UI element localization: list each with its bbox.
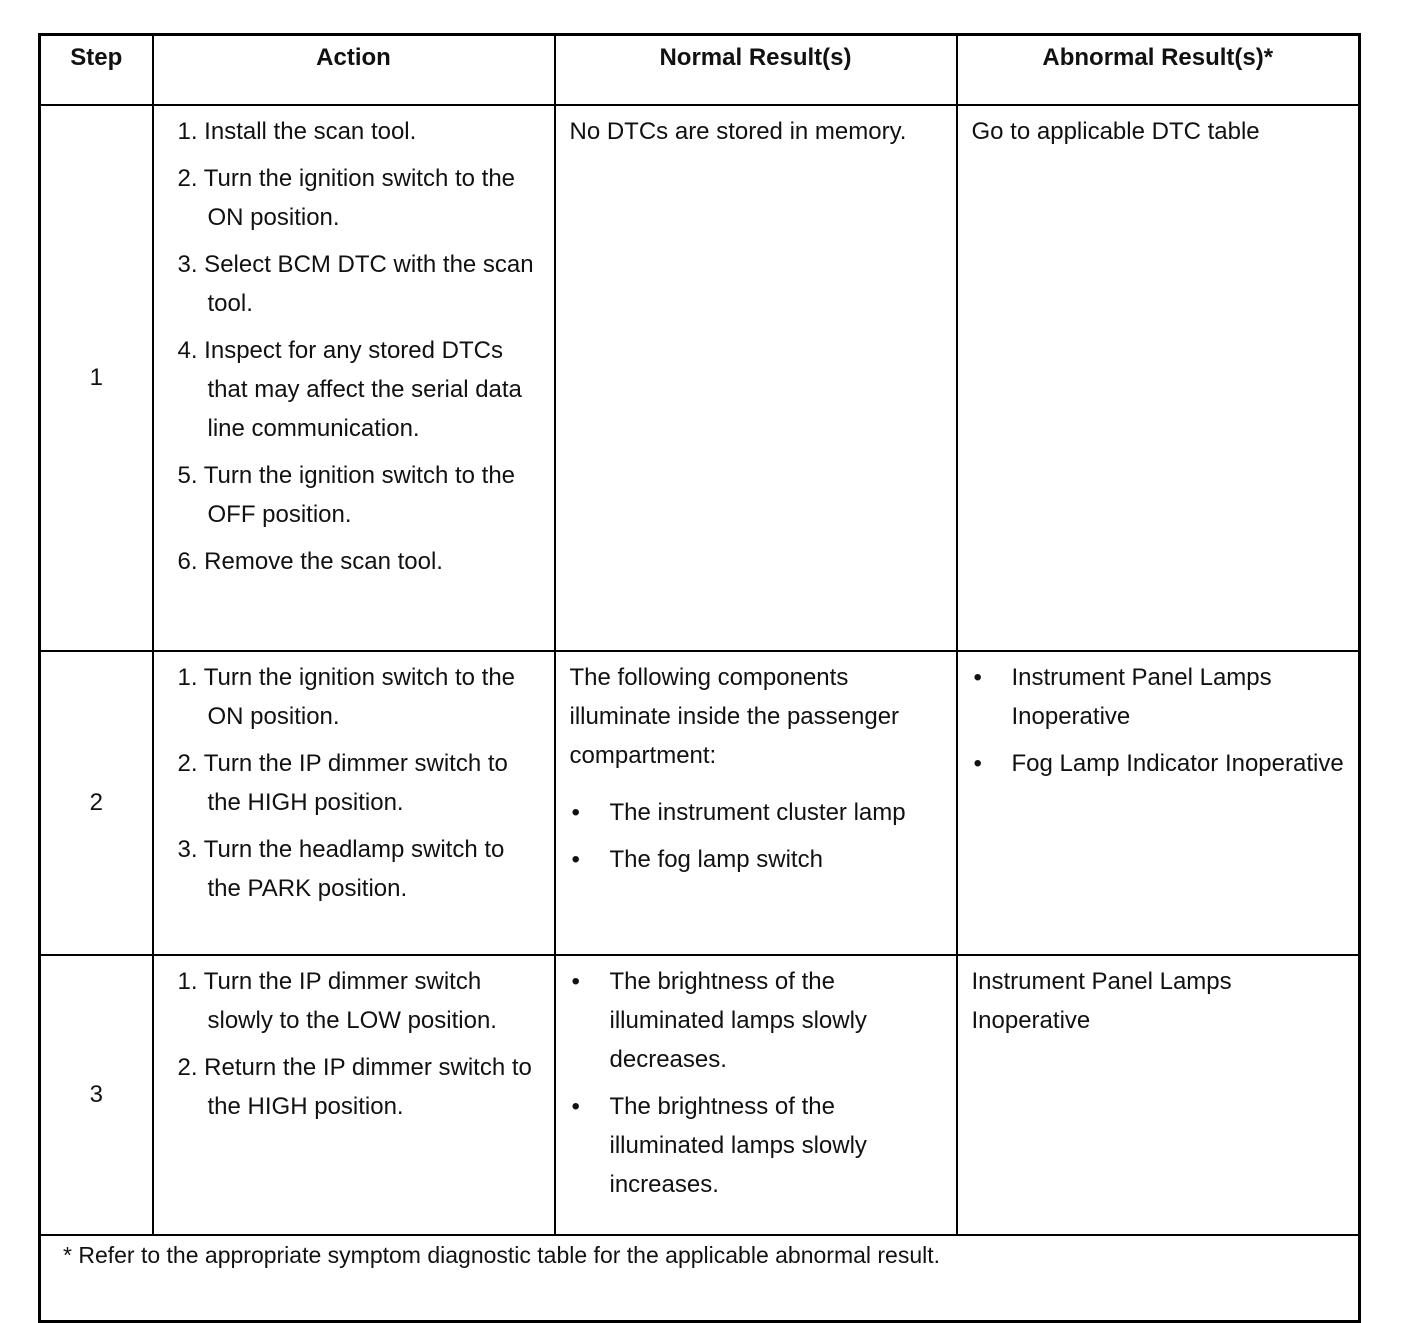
table-row bbox=[40, 955, 1360, 1235]
action-cell bbox=[153, 651, 555, 955]
normal-result-cell bbox=[555, 105, 957, 651]
action-item: 1. Turn the ignition switch to the ON position. bbox=[177, 663, 516, 730]
normal-result-text: The following components illuminate inside the passenger compartment: bbox=[569, 663, 900, 769]
normal-result-text: No DTCs are stored in memory. bbox=[569, 117, 907, 145]
normal-result-list bbox=[570, 793, 942, 879]
header-normal-results: Normal Result(s) bbox=[555, 35, 957, 105]
footnote-row bbox=[40, 1235, 1360, 1322]
bullet-text: The instrument cluster lamp bbox=[609, 798, 906, 826]
bullet-icon: • bbox=[571, 798, 580, 826]
action-item: 3. Turn the headlamp switch to the PARK position. bbox=[177, 835, 505, 902]
table-row bbox=[40, 651, 1360, 955]
action-cell bbox=[153, 105, 555, 651]
normal-result-cell bbox=[555, 955, 957, 1235]
bullet-icon: • bbox=[973, 663, 982, 691]
action-item: 3. Select BCM DTC with the scan tool. bbox=[177, 250, 534, 317]
abnormal-result-list bbox=[972, 658, 1345, 783]
diagnostic-table bbox=[38, 33, 1361, 1323]
abnormal-result-cell bbox=[957, 105, 1360, 651]
bullet-item bbox=[570, 1087, 942, 1204]
bullet-icon: • bbox=[571, 845, 580, 873]
table-header-row bbox=[40, 35, 1360, 105]
table-row bbox=[40, 105, 1360, 651]
action-item: 2. Turn the IP dimmer switch to the HIGH position. bbox=[177, 749, 508, 816]
abnormal-result-text: Go to applicable DTC table bbox=[971, 117, 1260, 145]
bullet-text: The fog lamp switch bbox=[609, 845, 823, 873]
bullet-item bbox=[972, 658, 1345, 736]
bullet-item bbox=[570, 840, 942, 879]
action-item: 1. Install the scan tool. bbox=[177, 117, 417, 145]
action-item: 2. Turn the ignition switch to the ON position. bbox=[177, 164, 516, 231]
normal-result-cell bbox=[555, 651, 957, 955]
action-item: 4. Inspect for any stored DTCs that may affect the serial data line communication. bbox=[177, 336, 522, 442]
step-number: 3 bbox=[40, 955, 153, 1235]
bullet-icon: • bbox=[571, 967, 580, 995]
abnormal-result-cell bbox=[957, 955, 1360, 1235]
footnote: * Refer to the appropriate symptom diagnostic table for the applicable abnormal result. bbox=[40, 1235, 1360, 1322]
bullet-item bbox=[972, 744, 1345, 783]
action-list bbox=[168, 962, 540, 1126]
bullet-icon: • bbox=[571, 1092, 580, 1120]
action-item: 6. Remove the scan tool. bbox=[177, 547, 443, 575]
action-cell bbox=[153, 955, 555, 1235]
action-item: 1. Turn the IP dimmer switch slowly to the LOW position. bbox=[177, 967, 497, 1034]
header-step: Step bbox=[40, 35, 153, 105]
bullet-item bbox=[570, 793, 942, 832]
action-list bbox=[168, 658, 540, 908]
abnormal-result-cell bbox=[957, 651, 1360, 955]
bullet-text: The brightness of the illuminated lamps slowly increases. bbox=[609, 1092, 867, 1198]
bullet-text: The brightness of the illuminated lamps slowly decreases. bbox=[609, 967, 867, 1073]
header-action: Action bbox=[153, 35, 555, 105]
bullet-item bbox=[570, 962, 942, 1079]
action-item: 5. Turn the ignition switch to the OFF position. bbox=[177, 461, 516, 528]
bullet-text: Instrument Panel Lamps Inoperative bbox=[1011, 663, 1272, 730]
bullet-text: Fog Lamp Indicator Inoperative bbox=[1011, 749, 1344, 777]
step-number: 2 bbox=[40, 651, 153, 955]
action-item: 2. Return the IP dimmer switch to the HIGH position. bbox=[177, 1053, 532, 1120]
normal-result-list bbox=[570, 962, 942, 1204]
action-list bbox=[168, 112, 540, 581]
abnormal-result-text: Instrument Panel Lamps Inoperative bbox=[971, 967, 1232, 1034]
step-number: 1 bbox=[40, 105, 153, 651]
header-abnormal-results: Abnormal Result(s)* bbox=[957, 35, 1360, 105]
bullet-icon: • bbox=[973, 749, 982, 777]
